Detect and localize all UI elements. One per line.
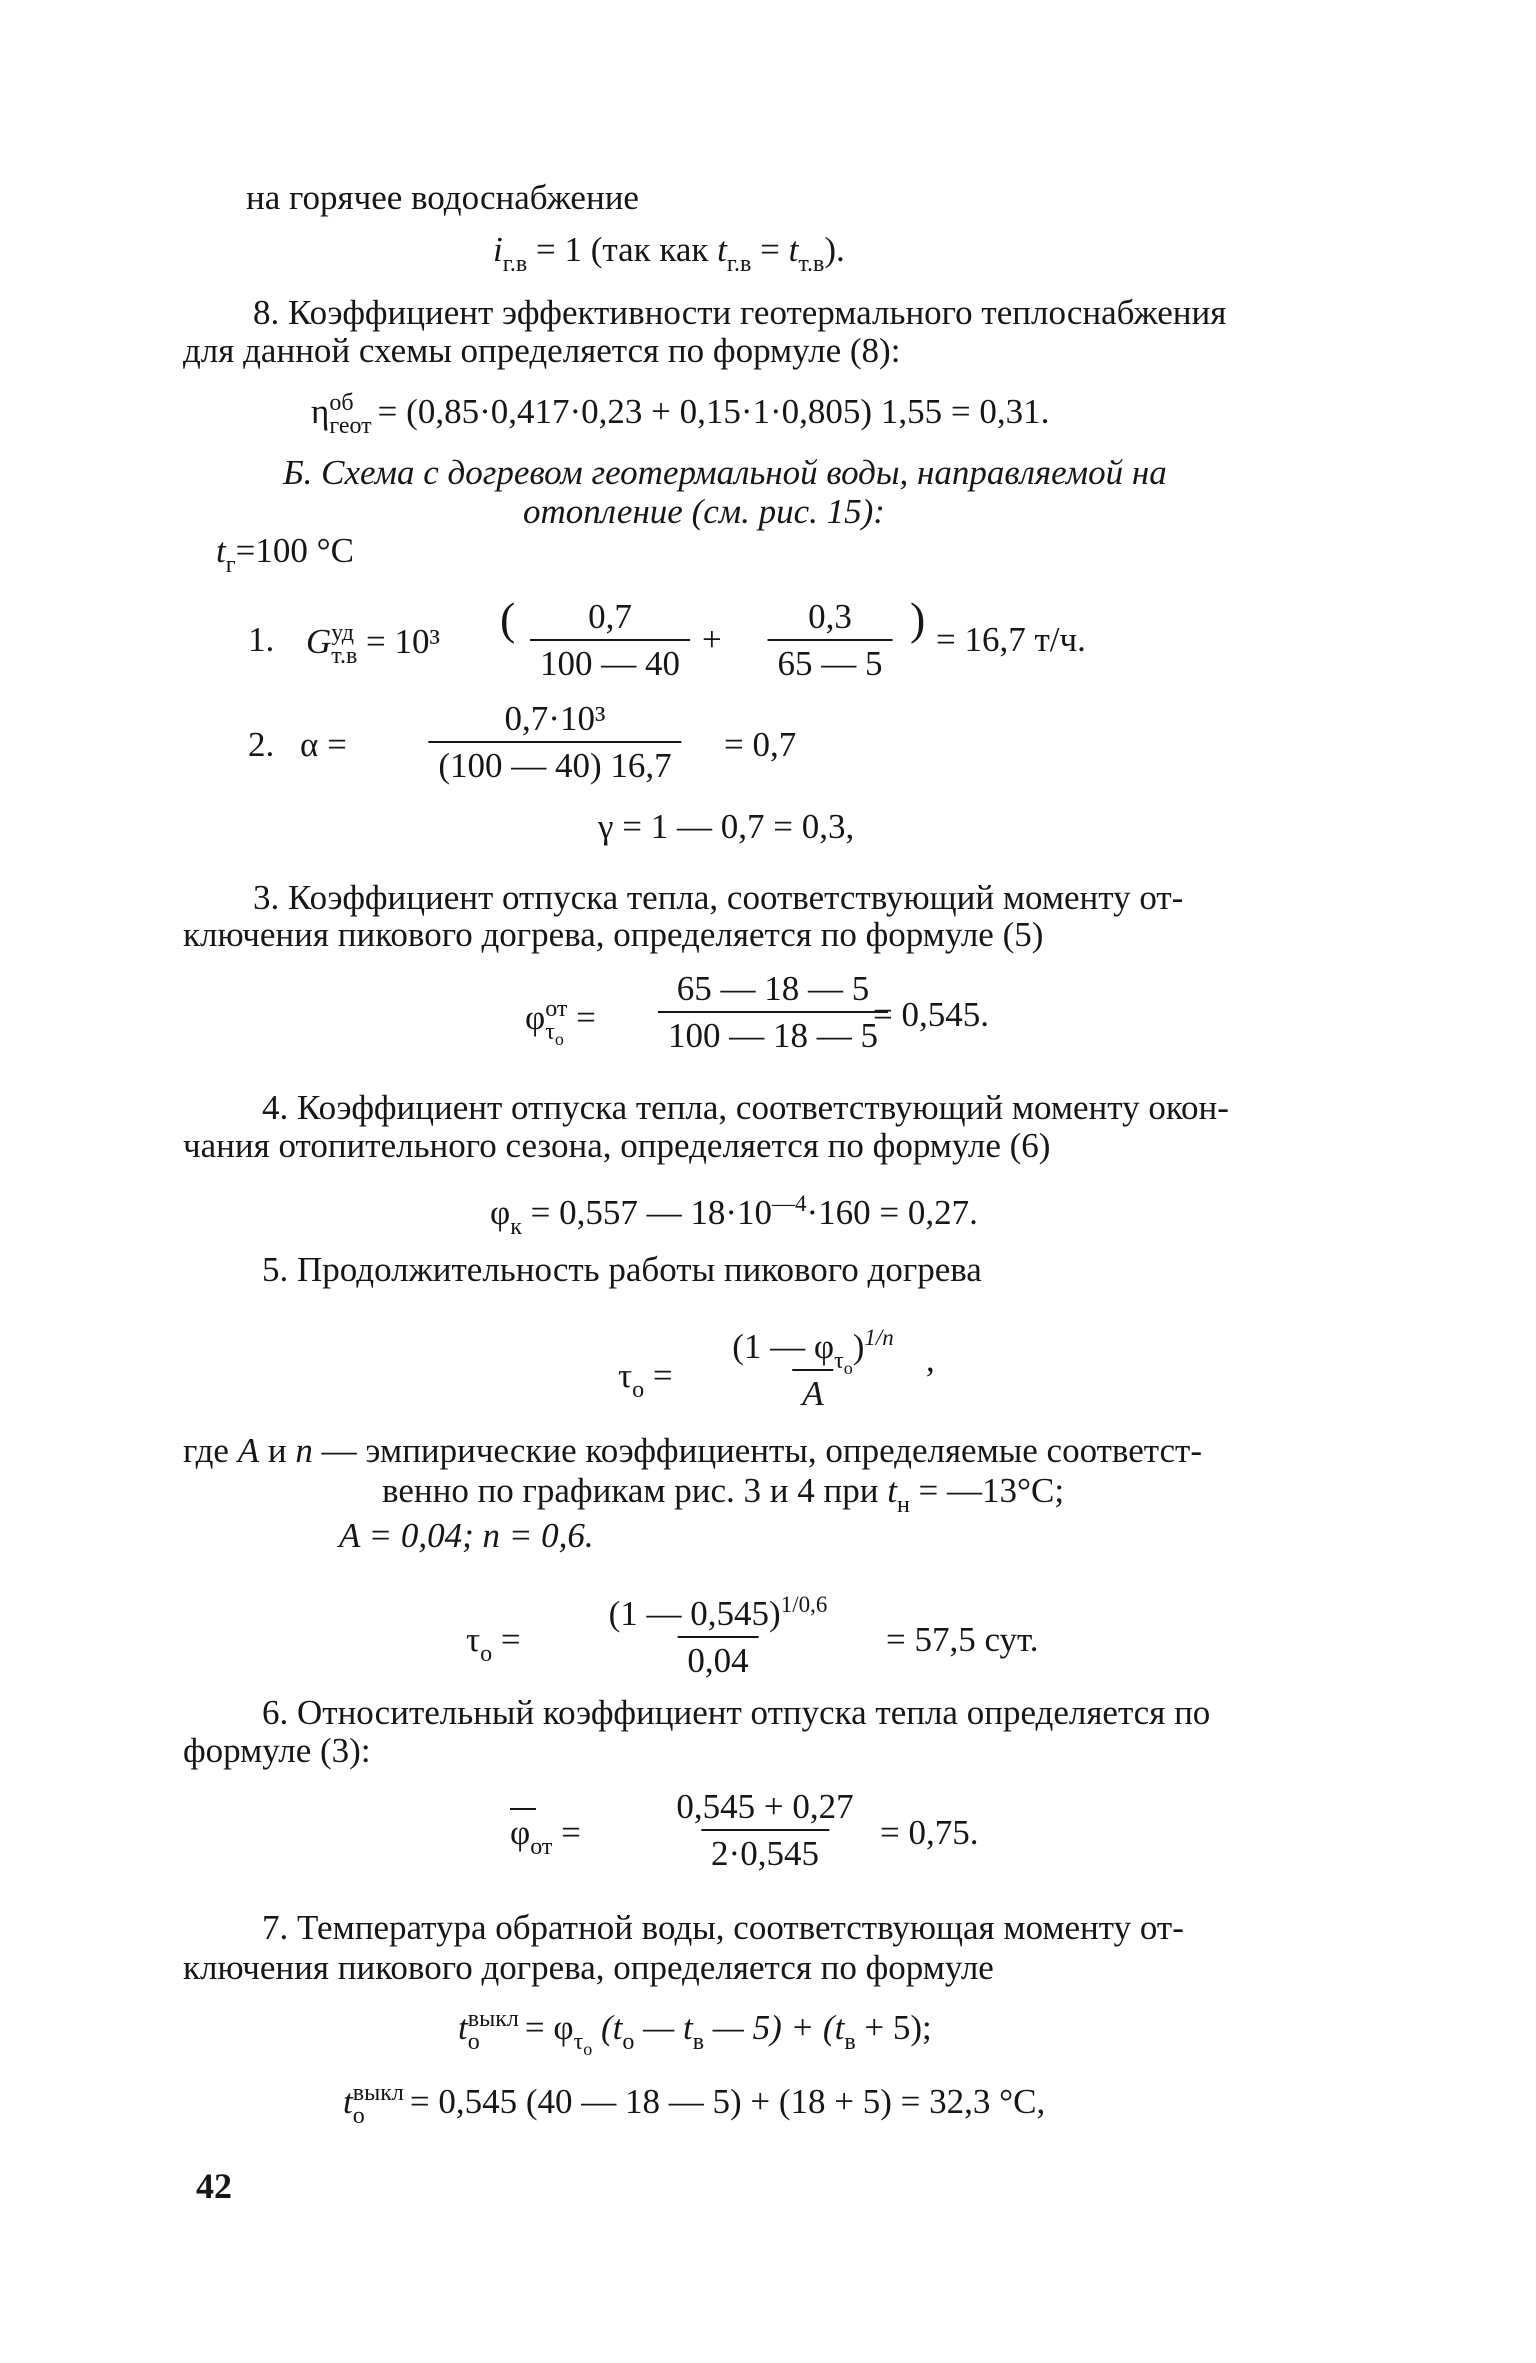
item3-line2: ключения пикового догрева, определяется по формуле (5) — [183, 915, 1044, 954]
section-b-line1: Б. Схема с догревом геотермальной воды, направляемой на — [283, 453, 1167, 492]
eq2-fraction: 0,7·10³ (100 — 40) 16,7 — [428, 701, 681, 783]
eq6-lhs: $\varphi_{от}$ = — [510, 1813, 581, 1860]
equation-7b: t выкл о = 0,545 (40 — 18 — 5) + (18 + 5) = 32,3 °C, — [343, 2080, 1046, 2129]
eq1-fraction-2: 0,3 65 — 5 — [768, 599, 893, 681]
eq5b-result: = 57,5 сут. — [886, 1620, 1039, 1659]
t-r-line: $t_г=100$ °C — [216, 531, 354, 578]
eq3-lhs: φ от $\tau_о$ = — [525, 996, 596, 1049]
equation-gamma: γ = 1 — 0,7 = 0,3, — [598, 807, 855, 846]
eq1-result: = 16,7 т/ч. — [936, 620, 1086, 659]
equation-eta: η об геот = (0,85·0,417·0,23 + 0,15·1·0,805) 1,55 = 0,31. — [311, 390, 1050, 439]
equation-4: $\varphi_к = 0,557$ — $18\cdot 10^{—4}\cdot 160 = 0,27$. — [490, 1191, 978, 1240]
eq6-overbar — [510, 1808, 536, 1810]
item4-line1: 4. Коэффициент отпуска тепла, соответствующий моменту окон- — [262, 1088, 1229, 1127]
eq2-label: 2. — [248, 725, 275, 764]
item8-line2: для данной схемы определяется по формуле (8): — [183, 331, 901, 370]
intro-line: на горячее водоснабжение — [246, 178, 639, 217]
eq6-fraction: 0,545 + 0,27 2·0,545 — [676, 1787, 854, 1873]
item8-line1: 8. Коэффициент эффективности геотермального теплоснабжения — [253, 293, 1227, 332]
eq2-result: = 0,7 — [724, 725, 797, 764]
eq5-tail: , — [926, 1340, 935, 1379]
item7-line2: ключения пикового догрева, определяется по формуле — [183, 1948, 994, 1987]
eq1-fraction-1: 0,7 100 — 40 — [530, 599, 690, 681]
where-line1: где A и n — эмпирические коэффициенты, определяемые соответст- — [183, 1431, 1202, 1470]
item6-line1: 6. Относительный коэффициент отпуска тепла определяется по — [262, 1693, 1211, 1732]
eq5b-lhs: $\tau_о$ = — [466, 1620, 521, 1667]
eq1-lhs: G уд т.в = 10³ — [306, 620, 441, 669]
eq1-paren-left: ( — [500, 593, 516, 644]
item6-line2: формуле (3): — [183, 1731, 371, 1770]
item7-line1: 7. Температура обратной воды, соответствующая моменту от- — [262, 1908, 1184, 1947]
equation-i-gv: $i_{г.в} = 1$ (так как $t_{г.в} = t_{т.в}$). — [493, 230, 845, 277]
eq1-label: 1. — [248, 620, 275, 659]
where-line2: венно по графикам рис. 3 и 4 при $t_н$ = —13°C; — [382, 1471, 1065, 1518]
eq6-result: = 0,75. — [880, 1813, 979, 1852]
eq5-lhs: $\tau_о$ = — [618, 1356, 673, 1403]
eq5b-fraction: (1 — 0,545)$^{1/0,6}$ 0,04 — [608, 1592, 828, 1680]
where-line3: A = 0,04; n = 0,6. — [339, 1516, 594, 1555]
item3-line1: 3. Коэффициент отпуска тепла, соответствующий моменту от- — [253, 878, 1184, 917]
equation-7a: t выкл о = $\varphi_{\tau о}$ ($t_о$ — $t_в$ — $5) + (t_в + 5)$; — [458, 2006, 932, 2059]
item4-line2: чания отопительного сезона, определяется по формуле (6) — [183, 1126, 1051, 1165]
eq2-lhs: α = — [300, 725, 347, 764]
page-number: 42 — [196, 2166, 232, 2206]
eq1-paren-right: ) — [910, 593, 926, 644]
section-b-line2: отопление (см. рис. 15): — [523, 492, 885, 531]
eq5-fraction: (1 — $\varphi_{\tau о})^{1/n}$ A — [732, 1325, 894, 1413]
eq3-fraction: 65 — 18 — 5 100 — 18 — 5 — [658, 971, 888, 1053]
item5-line: 5. Продолжительность работы пикового догрева — [262, 1250, 982, 1289]
eq3-result: = 0,545. — [873, 995, 989, 1034]
eq1-plus: + — [702, 620, 722, 659]
